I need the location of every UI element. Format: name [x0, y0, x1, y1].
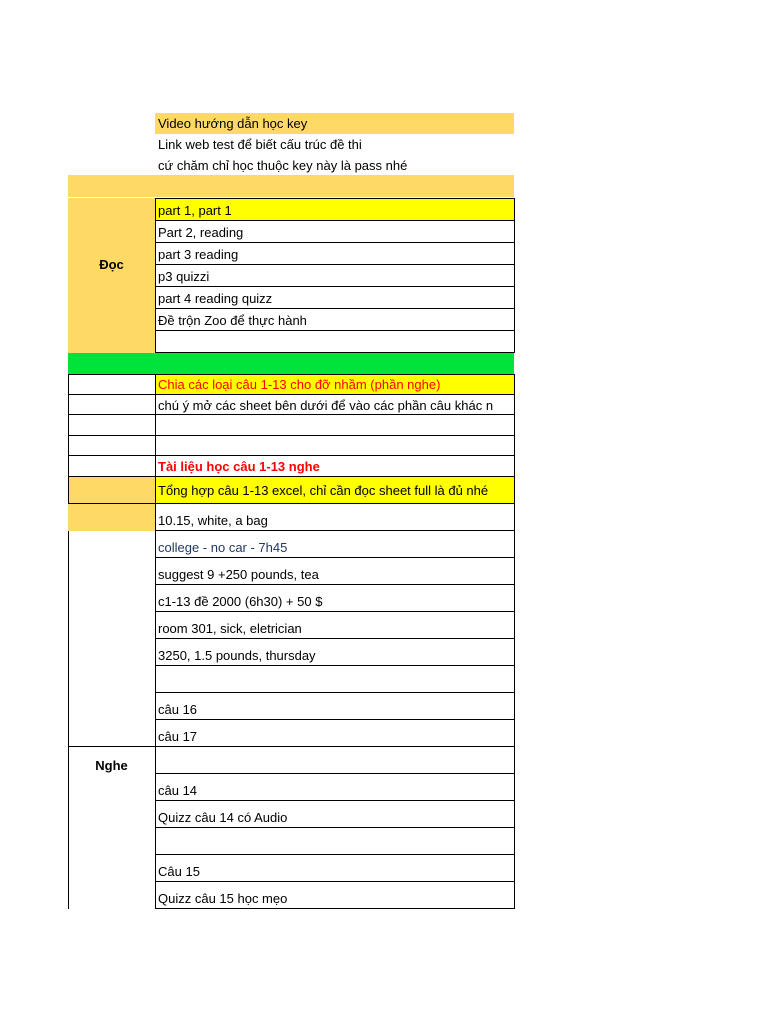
- doc-row-2[interactable]: Part 2, reading: [158, 224, 244, 240]
- nghe-row-11[interactable]: câu 14: [158, 783, 198, 798]
- nghe-top-bg: [68, 504, 155, 531]
- excel-note[interactable]: Tổng hợp câu 1-13 excel, chỉ cần đọc sheet full là đủ nhé: [155, 477, 514, 504]
- sheet-note: chú ý mở các sheet bên dưới để vào các phần câu khác n: [158, 398, 494, 413]
- nghe-row-4[interactable]: c1-13 đề 2000 (6h30) + 50 $: [158, 594, 323, 609]
- doc-row-3[interactable]: part 3 reading: [158, 246, 239, 262]
- nghe-row-5[interactable]: room 301, sick, eletrician: [158, 621, 302, 636]
- doc-title[interactable]: Tài liệu học câu 1-13 nghe: [158, 459, 320, 474]
- nghe-row-14[interactable]: Câu 15: [158, 864, 200, 879]
- divide-note[interactable]: Chia các loại câu 1-13 cho đỡ nhầm (phần nghe): [155, 374, 514, 395]
- doc-row-4[interactable]: p3 quizzi: [158, 268, 210, 284]
- doc-row-6[interactable]: Đề trộn Zoo để thực hành: [158, 312, 307, 328]
- nghe-row-3[interactable]: suggest 9 +250 pounds, tea: [158, 567, 319, 582]
- video-link[interactable]: Video hướng dẫn học key: [155, 113, 514, 134]
- green-band: [68, 353, 514, 374]
- nghe-row-2[interactable]: college - no car - 7h45: [158, 540, 288, 555]
- doc-row-1[interactable]: part 1, part 1: [155, 199, 514, 221]
- nghe-row-8[interactable]: câu 16: [158, 702, 198, 717]
- note-text: cứ chăm chỉ học thuộc key này là pass nhé: [158, 158, 408, 173]
- nghe-row-13: [155, 828, 514, 855]
- excel-label-bg: [68, 477, 155, 504]
- nghe-section-label: Nghe: [95, 758, 128, 773]
- empty-orange-cell: [68, 331, 155, 353]
- nghe-row-10: [155, 747, 514, 774]
- nghe-row-7: [155, 666, 514, 693]
- orange-band: [68, 175, 514, 197]
- nghe-row-9[interactable]: câu 17: [158, 729, 198, 744]
- nghe-row-6[interactable]: 3250, 1.5 pounds, thursday: [158, 648, 316, 663]
- doc-section-label: Đọc: [99, 257, 124, 272]
- doc-row-5[interactable]: part 4 reading quizz: [158, 290, 273, 306]
- web-test-link[interactable]: Link web test để biết cấu trúc đề thi: [158, 137, 362, 152]
- nghe-row-15[interactable]: Quizz câu 15 học mẹo: [158, 891, 288, 906]
- nghe-row-12[interactable]: Quizz câu 14 có Audio: [158, 810, 288, 825]
- nghe-row-1[interactable]: 10.15, white, a bag: [158, 513, 268, 528]
